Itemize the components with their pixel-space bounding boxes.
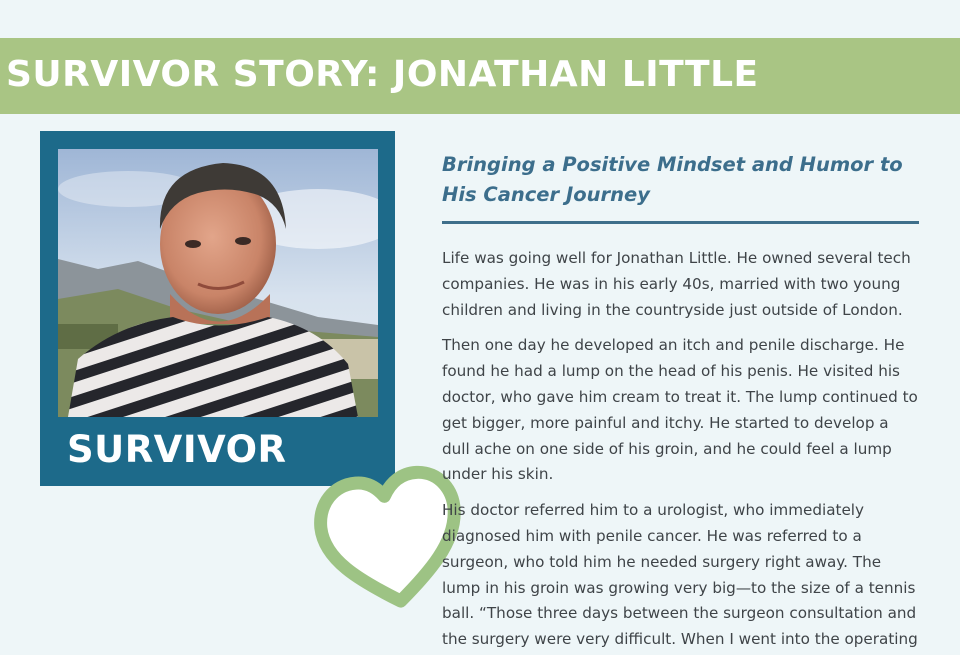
survivor-label: SURVIVOR bbox=[67, 428, 287, 471]
article-body bbox=[442, 246, 920, 653]
page-title: SURVIVOR STORY: JONATHAN LITTLE bbox=[6, 54, 759, 95]
portrait-photo bbox=[58, 149, 378, 417]
paragraph-3: His doctor referred him to a urologist, who immediately diagnosed him with penile cancer. He was referred to a surgeon, who told him he needed surgery right away. The lump in his groin was growing very big—to the size of a tennis ball. “Those three days between the surgeon consultation and the surgery were very difficult. When I went into the operating bbox=[442, 501, 918, 649]
article bbox=[442, 150, 920, 655]
paragraph-2: Then one day he developed an itch and penile discharge. He found he had a lump on the head of his penis. He visited his doctor, who gave him cream to treat it. The lump continued to get bigger, more painful and itchy. He started to develop a dull ache on one side of his groin, and he could feel a lump under his skin. bbox=[442, 336, 918, 484]
paragraph-1: Life was going well for Jonathan Little. He owned several tech companies. He was in his early 40s, married with two young children and living in the countryside just outside of London. bbox=[442, 249, 911, 319]
divider bbox=[442, 221, 919, 224]
title-banner bbox=[0, 38, 960, 114]
article-subtitle: Bringing a Positive Mindset and Humor to His Cancer Journey bbox=[442, 153, 903, 206]
survivor-photo-card bbox=[40, 131, 395, 486]
portrait-image bbox=[58, 149, 378, 417]
